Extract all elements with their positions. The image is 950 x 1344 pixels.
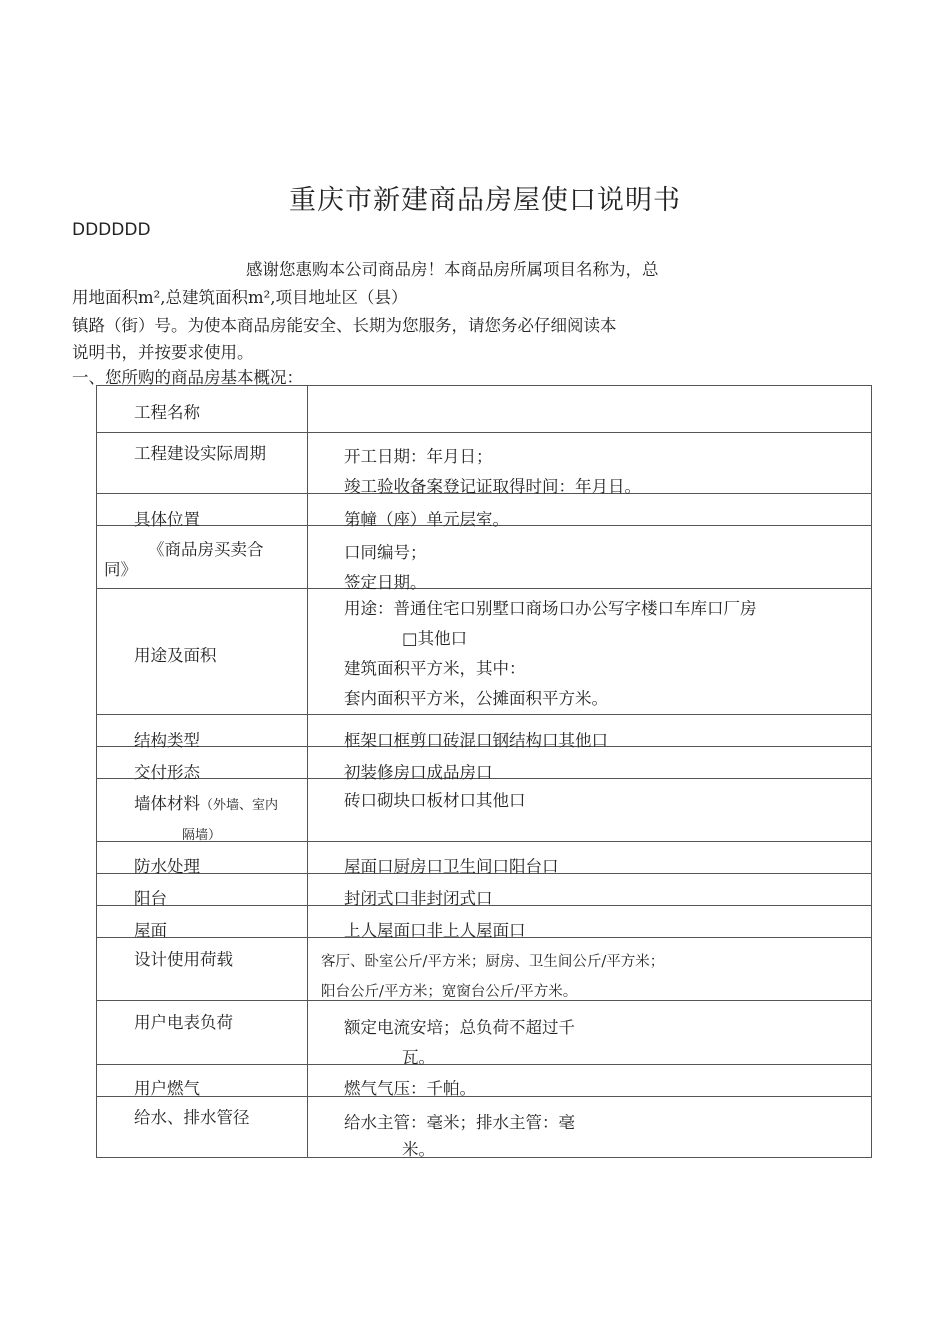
label-gas: 用户燃气 (134, 1079, 200, 1098)
label-usage-area: 用途及面积 (134, 646, 217, 665)
value-waterproof: 屋面口厨房口卫生间口阳台口 (344, 857, 559, 876)
property-overview-table (96, 385, 872, 1158)
value-location: 第幢（座）单元层室。 (344, 510, 509, 529)
value-sign-date: 签定日期。 (344, 573, 427, 592)
label-wall-material-text: 墙体材料 (134, 794, 200, 813)
value-electric-1: 额定电流安培；总负荷不超过千 (344, 1018, 575, 1037)
column-divider (307, 386, 308, 1157)
intro-line-4: 说明书，并按要求使用。 (72, 343, 254, 362)
value-load-1: 客厅、卧室公斤/平方米；厨房、卫生间公斤/平方米； (321, 954, 665, 970)
value-usage: 用途：普通住宅口别墅口商场口办公写字楼口车库口厂房 (344, 599, 757, 618)
label-structure: 结构类型 (134, 731, 200, 750)
value-electric-2: 瓦。 (402, 1048, 435, 1067)
label-roof: 屋面 (134, 921, 167, 940)
row-divider (97, 432, 871, 433)
value-inner-area: 套内面积平方米，公摊面积平方米。 (344, 689, 608, 708)
value-load-2: 阳台公斤/平方米；宽窗台公斤/平方米。 (321, 984, 578, 1000)
value-delivery: 初装修房口成品房口 (344, 763, 493, 782)
label-wall-material-note-2: 隔墙） (182, 828, 222, 843)
label-electric-load: 用户电表负荷 (134, 1013, 233, 1032)
intro-line-1: 感谢您惠购本公司商品房！本商品房所属项目名称为，总 (246, 260, 659, 279)
value-wall-material: 砖口砌块口板材口其他口 (344, 791, 526, 810)
label-pipe-diameter: 给水、排水管径 (134, 1108, 250, 1127)
row-divider (97, 1096, 871, 1097)
intro-line-3: 镇路（街）号。为使本商品房能安全、长期为您服务，请您务必仔细阅读本 (72, 316, 617, 335)
intro-line-2: 用地面积m²,总建筑面积m²,项目地址区（县） (72, 288, 408, 307)
section-heading: 一、您所购的商品房基本概况： (72, 368, 303, 387)
label-balcony: 阳台 (134, 889, 167, 908)
label-wall-material (134, 790, 278, 814)
value-balcony: 封闭式口非封闭式口 (344, 889, 493, 908)
label-design-load: 设计使用荷载 (134, 950, 233, 969)
document-title: 重庆市新建商品房屋使口说明书 (289, 185, 681, 216)
label-contract-2: 同》 (104, 560, 137, 579)
value-gas: 燃气气压：千帕。 (344, 1079, 476, 1098)
value-completion-date: 竣工验收备案登记证取得时间：年月日。 (344, 477, 641, 496)
label-delivery: 交付形态 (134, 763, 200, 782)
label-location: 具体位置 (134, 510, 200, 529)
value-pipe-1: 给水主管：毫米；排水主管：毫 (344, 1113, 575, 1132)
value-usage-other: □其他口 (402, 629, 468, 648)
label-project-name: 工程名称 (134, 403, 200, 422)
label-construction-period: 工程建设实际周期 (134, 444, 266, 463)
value-roof: 上人屋面口非上人屋面口 (344, 921, 526, 940)
label-wall-material-note: （外墙、室内 (200, 798, 279, 813)
row-divider (97, 714, 871, 715)
value-pipe-2: 米。 (402, 1140, 435, 1159)
value-start-date: 开工日期：年月日； (344, 447, 493, 466)
label-waterproof: 防水处理 (134, 857, 200, 876)
row-divider (97, 1064, 871, 1065)
document-code: DDDDDD (72, 220, 151, 240)
value-structure: 框架口框剪口砖混口钢结构口其他口 (344, 731, 608, 750)
label-contract-1: 《商品房买卖合 (148, 540, 264, 559)
value-building-area: 建筑面积平方米，其中： (344, 659, 526, 678)
row-divider (97, 588, 871, 589)
value-contract-number: 口同编号； (344, 543, 427, 562)
